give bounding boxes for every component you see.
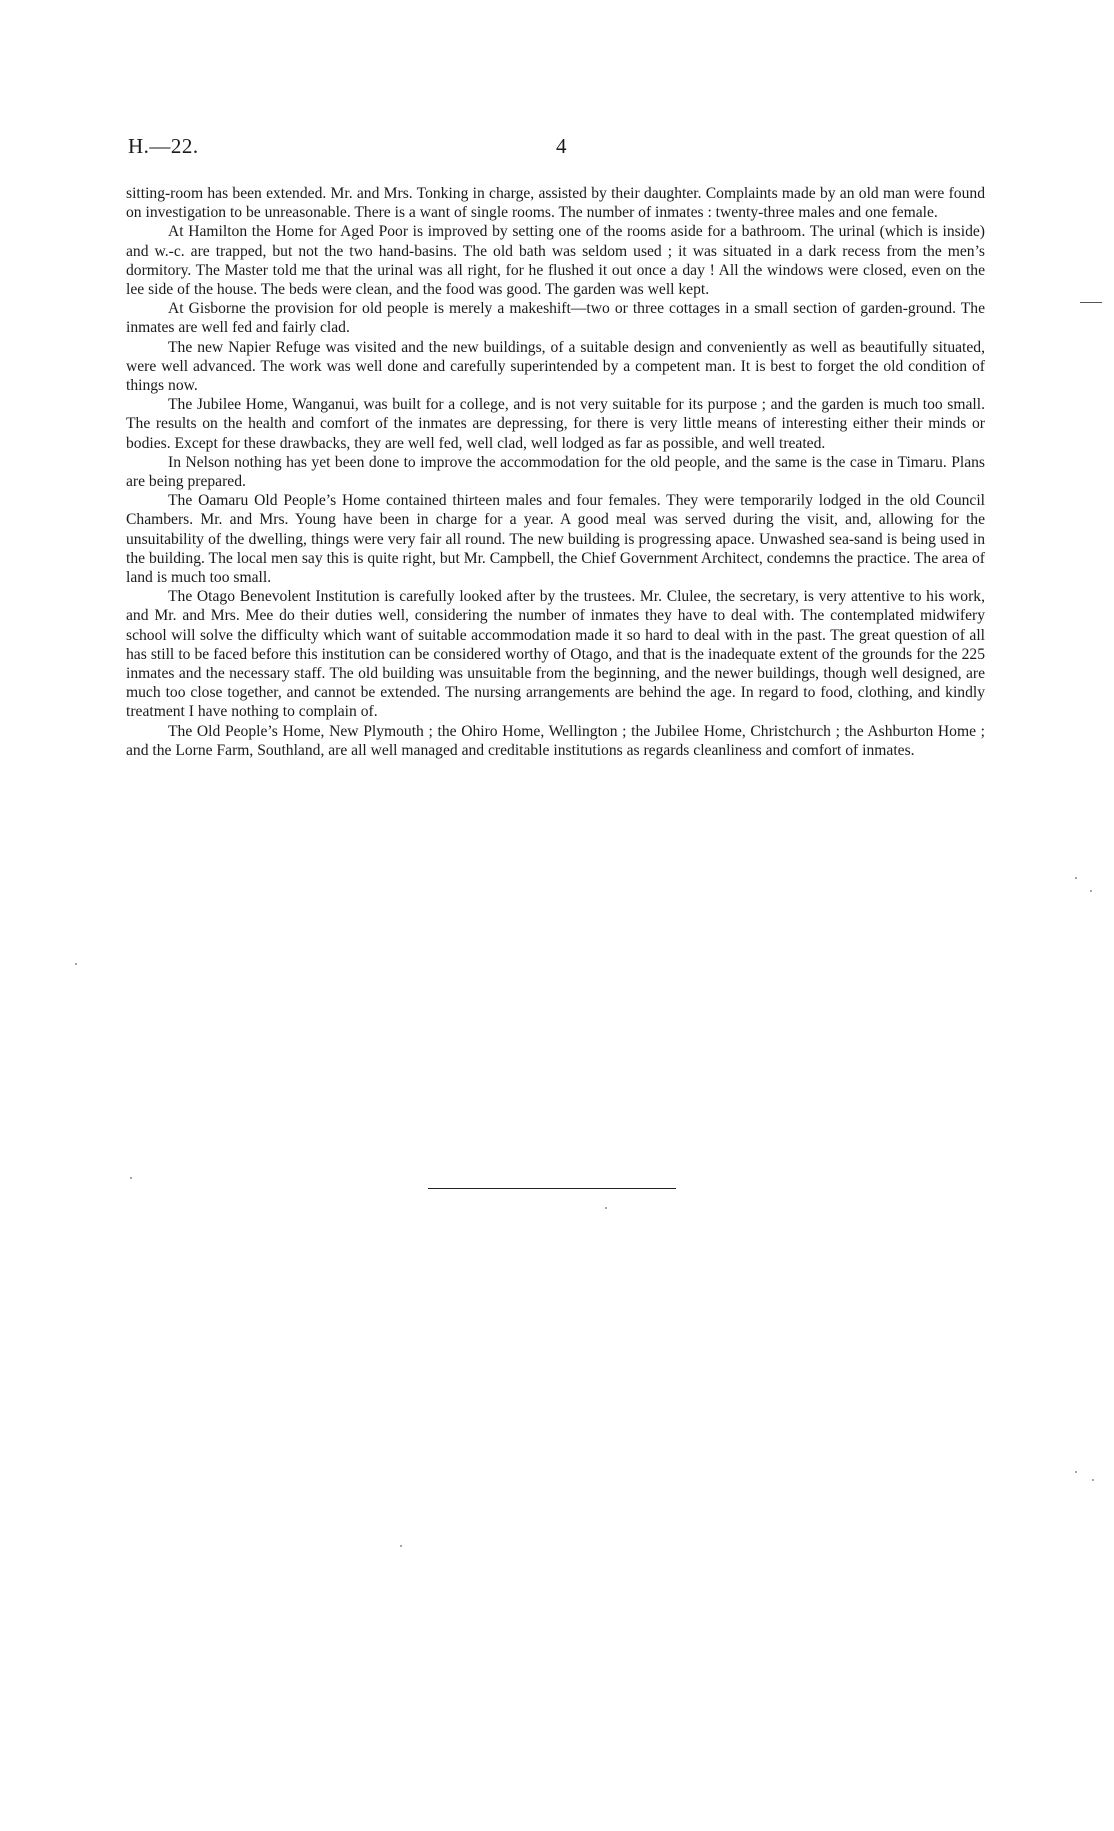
scan-speck	[130, 1177, 132, 1179]
margin-mark	[1080, 302, 1102, 303]
scan-speck	[605, 1207, 607, 1209]
paragraph-otago: The Otago Benevolent Institution is carefully looked after by the trustees. Mr. Clulee, the secretary, is very attentive to his work, and Mr. and Mrs. Mee do their duties well, considering the number of inmates they have to deal with. The contemplated midwifery school will solve the difficulty which want of suitable accommodation made it so hard to deal with in the past. The great question of all has still to be faced before this institution can be considered worthy of Otago, and that is the inadequate extent of the grounds for the 225 inmates and the necessary staff. The old building was unsuitable from the beginning, and the newer buildings, though well designed, are much too close together, and cannot be extended. The nursing arrangements are behind the age. In regard to food, clothing, and kindly treatment I have nothing to complain of.	[126, 588, 985, 721]
report-body	[126, 184, 985, 760]
paragraph-nelson: In Nelson nothing has yet been done to improve the accommodation for the old people, and the same is the case in Timaru. Plans are being prepared.	[126, 453, 985, 491]
paragraph-napier: The new Napier Refuge was visited and the new buildings, of a suitable design and conveniently as well as beautifully situated, were well advanced. The work was well done and carefully superintended by a competent man. It is best to forget the old condition of things now.	[126, 338, 985, 395]
scan-speck	[1075, 1471, 1077, 1473]
page-header	[128, 134, 988, 164]
paragraph-gisborne: At Gisborne the provision for old people is merely a makeshift—two or three cottages in a small section of garden-ground. The inmates are well fed and fairly clad.	[126, 300, 985, 337]
scan-speck	[1090, 890, 1092, 892]
scan-speck	[1092, 1479, 1094, 1481]
paragraph-wanganui: The Jubilee Home, Wanganui, was built for a college, and is not very suitable for its purpose ; and the garden is much too small. The results on the health and comfort of the inmates are depressing, for there is very little means of interesting either their minds or bodies. Except for these drawbacks, they are well fed, well clad, well lodged as far as possible, and well treated.	[126, 396, 985, 452]
scan-speck	[75, 963, 77, 965]
scan-speck	[1075, 877, 1077, 879]
paragraph-summary: The Old People’s Home, New Plymouth ; the Ohiro Home, Wellington ; the Jubilee Home, Christchurch ; the Ashburton Home ; and the Lorne Farm, Southland, are all well managed and creditable institutions as regards cleanliness and comfort of inmates.	[126, 722, 985, 759]
paragraph-oamaru: The Oamaru Old People’s Home contained thirteen males and four females. They were temporarily lodged in the old Council Chambers. Mr. and Mrs. Young have been in charge for a year. A good meal was served during the visit, and, allowing for the unsuitability of the dwelling, things were very fair all round. The new building is progressing apace. Unwashed sea-sand is being used in the building. The local men say this is quite right, but Mr. Campbell, the Chief Government Architect, condemns the practice. The area of land is much too small.	[126, 492, 985, 587]
paragraph-continued: sitting-room has been extended. Mr. and Mrs. Tonking in charge, assisted by their daughter. Complaints made by an old man were found on investigation to be unreasonable. There is a want of single rooms. The number of inmates : twenty-three males and one female.	[126, 185, 985, 222]
paragraph-hamilton: At Hamilton the Home for Aged Poor is improved by setting one of the rooms aside for a bathroom. The urinal (which is inside) and w.-c. are trapped, but not the two hand-basins. The old bath was seldom used ; it was situated in a dark recess from the men’s dormitory. The Master told me that the urinal was all right, for he flushed it out once a day ! All the windows were closed, even on the lee side of the house. The beds were clean, and the food was good. The garden was well kept.	[126, 223, 985, 299]
page-number: 4	[556, 134, 567, 158]
scan-speck	[400, 1545, 402, 1547]
document-code: H.—22.	[128, 134, 199, 158]
end-rule	[428, 1188, 676, 1189]
